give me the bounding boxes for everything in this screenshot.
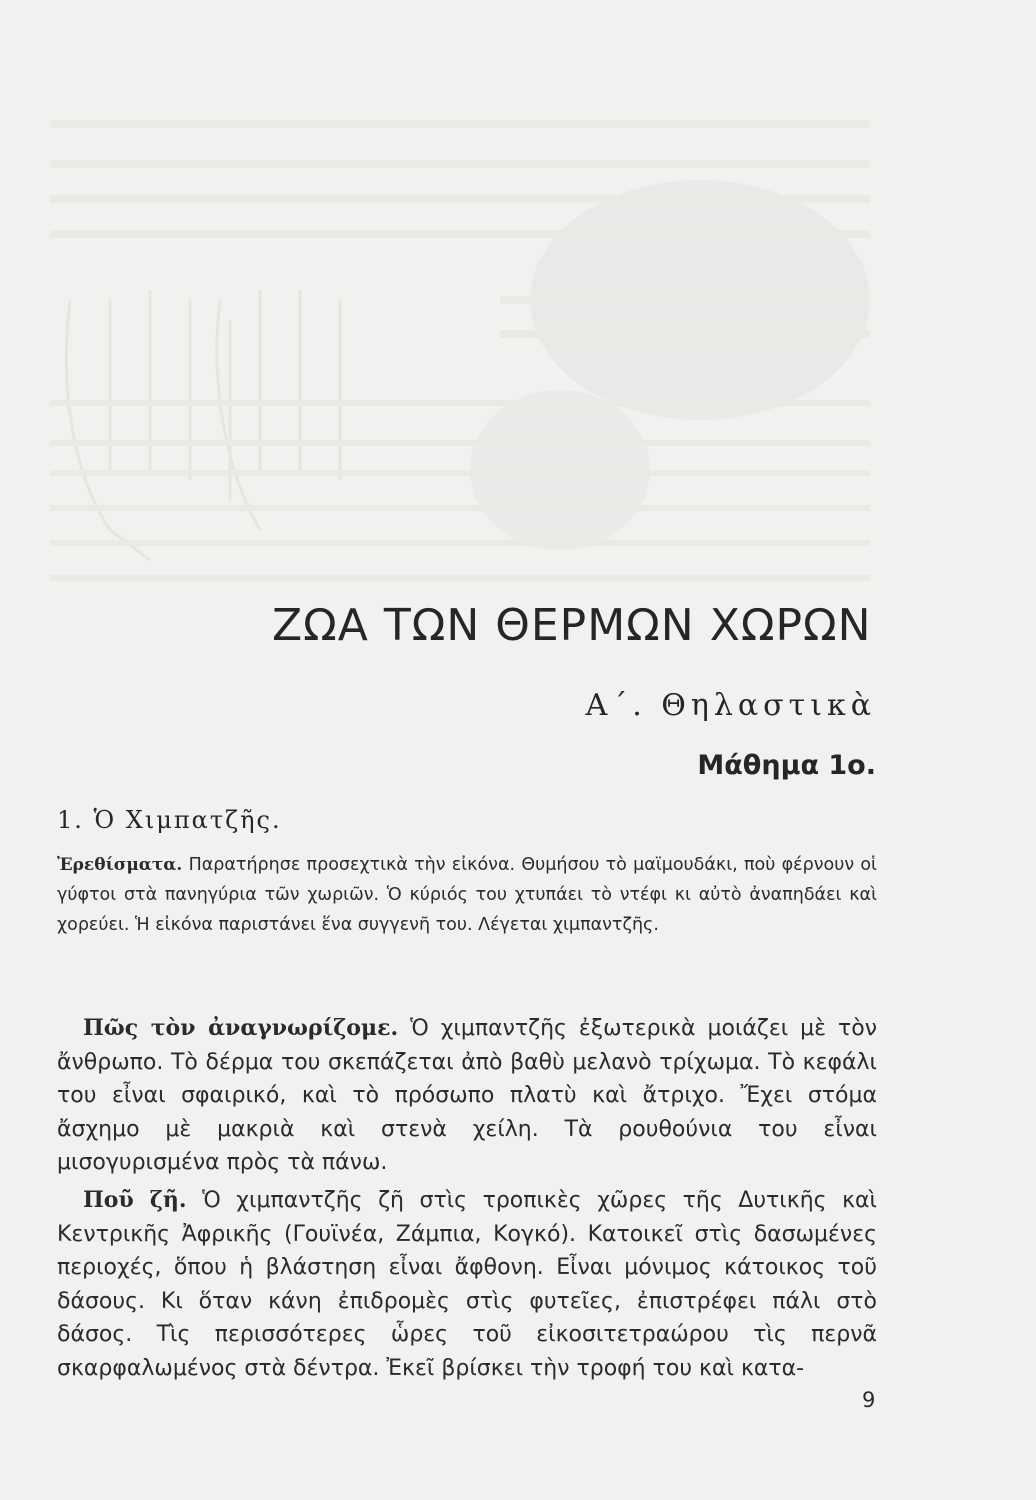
paragraph-text: Ὁ χιμπαντζῆς ζῆ στὶς τροπικὲς χῶρες τῆς Δυτικῆς καὶ Κεντρικῆς Ἀφρικῆς (Γουϊνέα, Ζάμπια, Κογκό). Κατοικεῖ στὶς δασωμένες περιοχές, ὅπου ἡ βλάστηση εἶναι ἄφθονη. Εἶναι μόνιμος κάτοικος τοῦ δάσους. Κι ὅταν κάνη ἐπιδρομὲς στὶς φυτεῖες, ἐπιστρέφει πάλι στὸ δάσος. Τὶς περισσότερες ὧρες τοῦ εἰκοσιτετραώρου τὶς περνᾶ σκαρφαλωμένος στὰ δέντρα. Ἐκεῖ βρίσκει τὴν τροφή του καὶ κατα-: [57, 1187, 877, 1381]
intro-lead: Ἐρεθίσματα.: [57, 855, 183, 875]
intro-paragraph: [57, 850, 877, 940]
chapter-heading: 1. Ὁ Χιμπατζῆς.: [57, 806, 282, 834]
paragraph-lead: Ποῦ ζῆ.: [83, 1186, 187, 1213]
page-number: 9: [862, 1388, 876, 1412]
body-text: [57, 1012, 877, 1390]
intro-text: Παρατήρησε προσεχτικὰ τὴν εἰκόνα. Θυμήσου τὸ μαϊμουδάκι, ποὺ φέρνουν οἱ γύφτοι στὰ πανηγύρια τῶν χωριῶν. Ὁ κύριός του χτυπάει τὸ ντέφι κι αὐτὸ ἀναπηδάει καὶ χορεύει. Ἡ εἰκόνα παριστάνει ἕνα συγγενῆ του. Λέγεται χιμπαντζῆς.: [57, 855, 877, 935]
paragraph-text: Ὁ χιμπαντζῆς ἐξωτερικὰ μοιάζει μὲ τὸν ἄνθρωπο. Τὸ δέρμα του σκεπάζεται ἀπὸ βαθὺ μελανὸ τρίχωμα. Τὸ κεφάλι του εἶναι σφαιρικό, καὶ τὸ πρόσωπο πλατὺ καὶ ἄτριχο. Ἔχει στόμα ἄσχημο μὲ μακριὰ καὶ στενὰ χείλη. Τὰ ρουθούνια του εἶναι μισογυρισμένα πρὸς τὰ πάνω.: [57, 1016, 878, 1176]
page-title: ΖΩΑ ΤΩΝ ΘΕΡΜΩΝ ΧΩΡΩΝ: [272, 600, 872, 651]
paragraph-habitat: [57, 1184, 877, 1386]
show-through-background: [0, 0, 1036, 600]
paragraph-lead: Πῶς τὸν ἀναγνωρίζομε.: [83, 1015, 399, 1041]
lesson-label: Μάθημα 1ο.: [697, 750, 876, 781]
section-heading: Α΄. Θηλαστικὰ: [585, 688, 876, 723]
paragraph-recognition: [57, 1012, 877, 1180]
